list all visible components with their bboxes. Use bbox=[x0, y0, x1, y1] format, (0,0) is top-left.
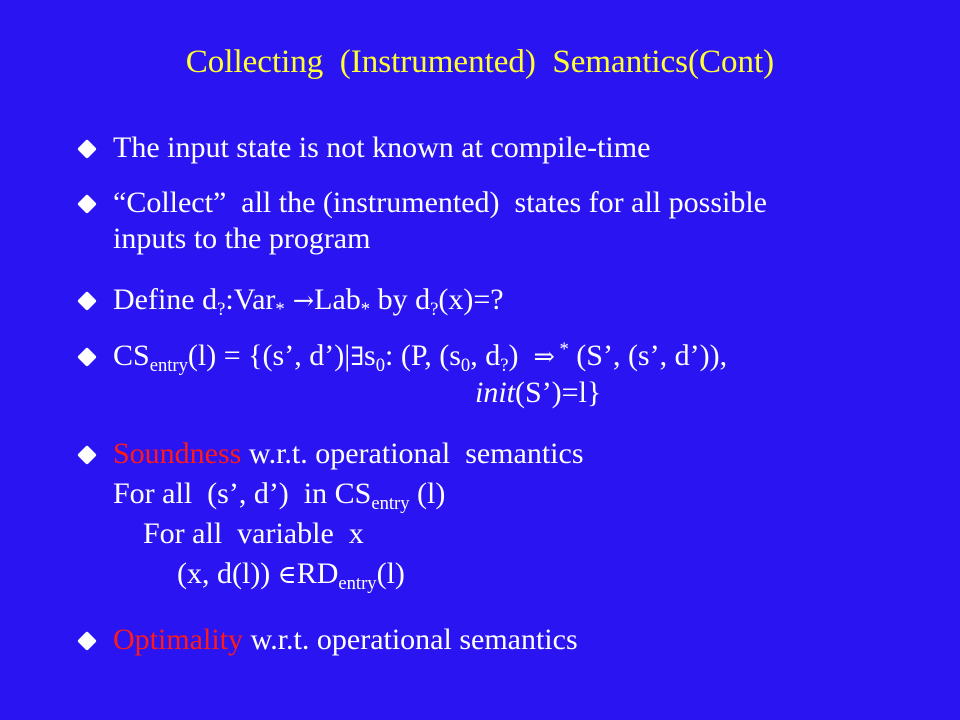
diamond-bullet-icon bbox=[77, 631, 97, 651]
highlight-text: Soundness bbox=[113, 437, 242, 470]
slide-title: Collecting (Instrumented) Semantics(Cont) bbox=[185, 44, 775, 80]
bullet-line: For all variable x bbox=[143, 517, 364, 550]
exists-symbol: ∃ bbox=[350, 342, 365, 372]
bullet-text bbox=[113, 622, 578, 658]
bullet-line: inputs to the program bbox=[113, 222, 371, 255]
text-segment: :Var bbox=[225, 283, 276, 316]
text-segment: (l) bbox=[376, 557, 405, 590]
text-segment: (l) = {(s’, d’)| bbox=[187, 339, 351, 372]
text-segment: (x)=? bbox=[438, 283, 504, 316]
text-segment: Define d bbox=[113, 283, 218, 316]
text-segment: For all (s’, d’) in CS bbox=[113, 477, 372, 510]
text-segment: ) bbox=[508, 339, 534, 372]
diamond-bullet-icon bbox=[77, 291, 97, 311]
subscript: ? bbox=[500, 354, 509, 376]
text-segment: (l) bbox=[409, 477, 446, 510]
arrow-symbol: → bbox=[284, 286, 315, 316]
bullet-line: “Collect” all the (instrumented) states for all possible bbox=[113, 186, 767, 219]
bullet-text bbox=[113, 436, 584, 596]
text-segment: RD bbox=[296, 557, 339, 590]
italic-text: init bbox=[475, 376, 516, 409]
bullet-text: The input state is not known at compile-time bbox=[113, 131, 651, 164]
diamond-bullet-icon bbox=[77, 194, 97, 214]
text-segment: (S’)=l} bbox=[515, 376, 602, 409]
diamond-bullet-icon bbox=[77, 445, 97, 465]
text-segment: , d bbox=[470, 339, 501, 372]
text-segment: CS bbox=[113, 339, 150, 372]
text-segment: by d bbox=[370, 283, 431, 316]
subscript: 0 bbox=[375, 354, 386, 376]
text-segment: w.r.t. operational semantics bbox=[243, 623, 578, 656]
diamond-bullet-icon bbox=[77, 139, 97, 159]
subscript: ? bbox=[430, 298, 439, 320]
subscript: entry bbox=[149, 354, 188, 376]
text-segment: : (P, (s bbox=[385, 339, 461, 372]
highlight-text: Optimality bbox=[113, 623, 243, 656]
subscript: ? bbox=[217, 298, 226, 320]
subscript: * bbox=[360, 298, 371, 320]
subscript: entry bbox=[371, 492, 410, 514]
bullet-text bbox=[113, 185, 767, 257]
bullet-text bbox=[113, 338, 727, 411]
subscript: 0 bbox=[460, 354, 471, 376]
text-segment: w.r.t. operational semantics bbox=[241, 437, 584, 470]
text-segment: Lab bbox=[314, 283, 361, 316]
subscript: * bbox=[275, 298, 285, 320]
diamond-bullet-icon bbox=[77, 347, 97, 367]
superscript: * bbox=[554, 338, 569, 360]
text-segment: s bbox=[364, 339, 376, 372]
implies-symbol: ⇒ bbox=[533, 342, 555, 372]
text-segment: (x, d(l)) bbox=[177, 557, 278, 590]
bullet-text bbox=[113, 282, 504, 319]
element-of-symbol: ∈ bbox=[277, 560, 297, 590]
subscript: entry bbox=[338, 572, 377, 594]
text-segment: (S’, (s’, d’)), bbox=[568, 339, 728, 372]
